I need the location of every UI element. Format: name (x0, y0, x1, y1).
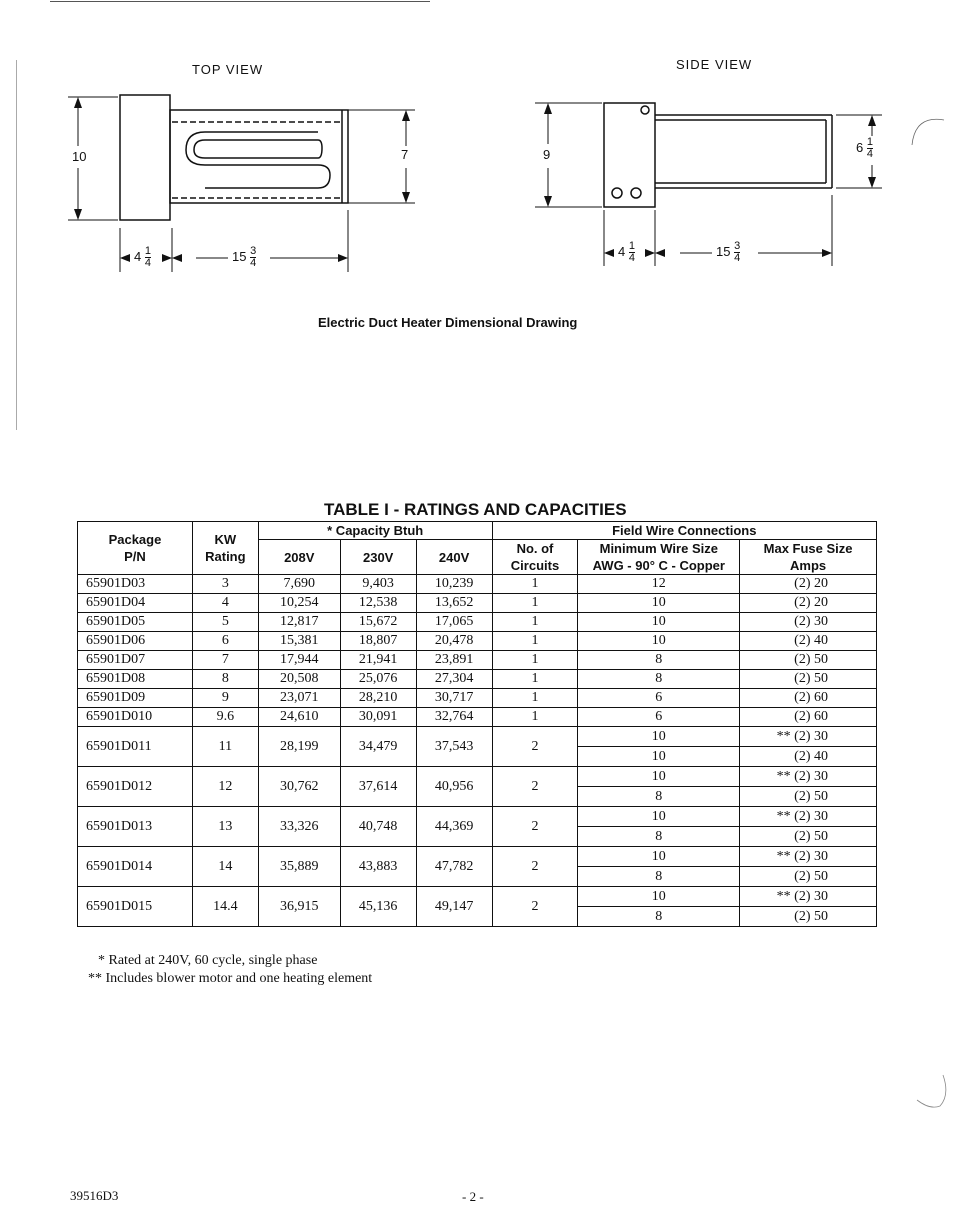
header-capacity: * Capacity Btuh (258, 522, 492, 540)
table-row (78, 632, 877, 651)
header-wire-size: Minimum Wire Size AWG - 90° C - Copper (578, 540, 740, 575)
cell-wire: 10 8 (578, 847, 740, 887)
cell-circuits: 1 (492, 594, 578, 613)
table-row (78, 689, 877, 708)
cell-240v: 20,478 (416, 632, 492, 651)
side-view-label: SIDE VIEW (676, 57, 753, 72)
cell-pn: 65901D010 (78, 708, 193, 727)
cell-circuits: 2 (492, 727, 578, 767)
cell-fuse: (2) 50 (740, 651, 877, 670)
cell-kw: 14.4 (192, 887, 258, 927)
cell-wire: 10 8 (578, 887, 740, 927)
cell-240v: 37,543 (416, 727, 492, 767)
cell-wire: 10 (578, 613, 740, 632)
dim-side-height: 9 (543, 147, 551, 162)
cell-240v: 13,652 (416, 594, 492, 613)
cell-fuse: (2) 60 (740, 689, 877, 708)
cell-230v: 28,210 (340, 689, 416, 708)
table-title: TABLE I - RATINGS AND CAPACITIES (324, 500, 627, 519)
cell-230v: 15,672 (340, 613, 416, 632)
cell-pn: 65901D04 (78, 594, 193, 613)
cell-fuse: ** (2) 30 (2) 50 (740, 887, 877, 927)
dim-top-depth: 7 (401, 147, 409, 162)
cell-230v: 40,748 (340, 807, 416, 847)
header-circuits: No. of Circuits (492, 540, 578, 575)
cell-208v: 15,381 (258, 632, 340, 651)
cell-wire: 6 (578, 689, 740, 708)
table-row (78, 727, 877, 767)
footnote-blower: ** Includes blower motor and one heating element (88, 971, 373, 986)
cell-fuse: ** (2) 30 (2) 40 (740, 727, 877, 767)
cell-circuits: 1 (492, 632, 578, 651)
cell-240v: 40,956 (416, 767, 492, 807)
cell-pn: 65901D014 (78, 847, 193, 887)
cell-fuse: ** (2) 30 (2) 50 (740, 807, 877, 847)
header-fuse-size: Max Fuse Size Amps (740, 540, 877, 575)
dim-side-width-b: 15 $\frac{3}{4}$ (716, 240, 741, 264)
cell-208v: 17,944 (258, 651, 340, 670)
cell-wire: 8 (578, 670, 740, 689)
cell-pn: 65901D013 (78, 807, 193, 847)
cell-kw: 11 (192, 727, 258, 767)
cell-kw: 12 (192, 767, 258, 807)
cell-240v: 10,239 (416, 575, 492, 594)
table-row (78, 651, 877, 670)
top-view-label: TOP VIEW (192, 62, 264, 77)
header-field-wire: Field Wire Connections (492, 522, 876, 540)
cell-wire: 10 (578, 594, 740, 613)
cell-208v: 33,326 (258, 807, 340, 847)
cell-pn: 65901D07 (78, 651, 193, 670)
cell-kw: 6 (192, 632, 258, 651)
cell-fuse: ** (2) 30 (2) 50 (740, 767, 877, 807)
dim-side-width-a: 4 $\frac{1}{4}$ (618, 240, 635, 264)
table-row (78, 767, 877, 807)
cell-230v: 45,136 (340, 887, 416, 927)
cell-kw: 9 (192, 689, 258, 708)
cell-208v: 24,610 (258, 708, 340, 727)
cell-230v: 18,807 (340, 632, 416, 651)
cell-fuse: ** (2) 30 (2) 50 (740, 847, 877, 887)
cell-pn: 65901D015 (78, 887, 193, 927)
table-row (78, 613, 877, 632)
header-package: Package P/N (78, 522, 193, 575)
cell-240v: 23,891 (416, 651, 492, 670)
cell-circuits: 1 (492, 613, 578, 632)
cell-240v: 44,369 (416, 807, 492, 847)
cell-wire: 10 8 (578, 807, 740, 847)
cell-208v: 36,915 (258, 887, 340, 927)
cell-230v: 12,538 (340, 594, 416, 613)
table-row (78, 807, 877, 847)
document-number: 39516D3 (70, 1188, 119, 1203)
cell-circuits: 1 (492, 708, 578, 727)
cell-208v: 23,071 (258, 689, 340, 708)
dim-side-depth: 6 $\frac{1}{4}$ (856, 136, 873, 160)
cell-wire: 12 (578, 575, 740, 594)
cell-fuse: (2) 60 (740, 708, 877, 727)
cell-kw: 9.6 (192, 708, 258, 727)
ratings-table (77, 521, 877, 927)
cell-pn: 65901D03 (78, 575, 193, 594)
cell-230v: 30,091 (340, 708, 416, 727)
cell-208v: 20,508 (258, 670, 340, 689)
cell-240v: 32,764 (416, 708, 492, 727)
cell-208v: 28,199 (258, 727, 340, 767)
margin-mark (16, 60, 17, 430)
cell-pn: 65901D05 (78, 613, 193, 632)
cell-pn: 65901D012 (78, 767, 193, 807)
table-row (78, 670, 877, 689)
cell-kw: 13 (192, 807, 258, 847)
header-240v: 240V (416, 540, 492, 575)
cell-fuse: (2) 20 (740, 575, 877, 594)
cell-fuse: (2) 50 (740, 670, 877, 689)
dim-top-height: 10 (72, 149, 87, 164)
cell-wire: 10 10 (578, 727, 740, 767)
cell-230v: 43,883 (340, 847, 416, 887)
cell-circuits: 1 (492, 575, 578, 594)
drawing-caption: Electric Duct Heater Dimensional Drawing (318, 315, 578, 330)
table-row (78, 887, 877, 927)
cell-circuits: 1 (492, 651, 578, 670)
cell-240v: 30,717 (416, 689, 492, 708)
cell-pn: 65901D08 (78, 670, 193, 689)
cell-pn: 65901D06 (78, 632, 193, 651)
cell-circuits: 2 (492, 807, 578, 847)
cell-circuits: 2 (492, 847, 578, 887)
table-row (78, 847, 877, 887)
cell-circuits: 1 (492, 689, 578, 708)
cell-208v: 10,254 (258, 594, 340, 613)
cell-circuits: 2 (492, 887, 578, 927)
cell-208v: 7,690 (258, 575, 340, 594)
cell-208v: 30,762 (258, 767, 340, 807)
cell-240v: 27,304 (416, 670, 492, 689)
cell-kw: 3 (192, 575, 258, 594)
cell-240v: 17,065 (416, 613, 492, 632)
margin-arc (905, 1070, 950, 1115)
cell-230v: 9,403 (340, 575, 416, 594)
top-rule (50, 1, 430, 2)
cell-230v: 34,479 (340, 727, 416, 767)
table-row (78, 594, 877, 613)
cell-fuse: (2) 40 (740, 632, 877, 651)
cell-kw: 7 (192, 651, 258, 670)
header-230v: 230V (340, 540, 416, 575)
header-kw: KW Rating (192, 522, 258, 575)
cell-circuits: 2 (492, 767, 578, 807)
cell-circuits: 1 (492, 670, 578, 689)
cell-230v: 25,076 (340, 670, 416, 689)
cell-240v: 49,147 (416, 887, 492, 927)
footnote-rating: * Rated at 240V, 60 cycle, single phase (98, 953, 318, 968)
cell-208v: 35,889 (258, 847, 340, 887)
cell-fuse: (2) 20 (740, 594, 877, 613)
cell-wire: 8 (578, 651, 740, 670)
cell-fuse: (2) 30 (740, 613, 877, 632)
page-number: - 2 - (462, 1189, 484, 1204)
table-row (78, 708, 877, 727)
table-row (78, 575, 877, 594)
cell-kw: 5 (192, 613, 258, 632)
cell-kw: 8 (192, 670, 258, 689)
top-view-box (120, 95, 170, 220)
cell-kw: 4 (192, 594, 258, 613)
cell-kw: 14 (192, 847, 258, 887)
cell-240v: 47,782 (416, 847, 492, 887)
cell-wire: 10 8 (578, 767, 740, 807)
dim-top-width-a: 4 $\frac{1}{4}$ (134, 245, 151, 269)
cell-pn: 65901D011 (78, 727, 193, 767)
cell-230v: 37,614 (340, 767, 416, 807)
cell-pn: 65901D09 (78, 689, 193, 708)
cell-wire: 6 (578, 708, 740, 727)
header-208v: 208V (258, 540, 340, 575)
cell-208v: 12,817 (258, 613, 340, 632)
cell-wire: 10 (578, 632, 740, 651)
cell-230v: 21,941 (340, 651, 416, 670)
dim-top-width-b: 15 $\frac{3}{4}$ (232, 245, 257, 269)
